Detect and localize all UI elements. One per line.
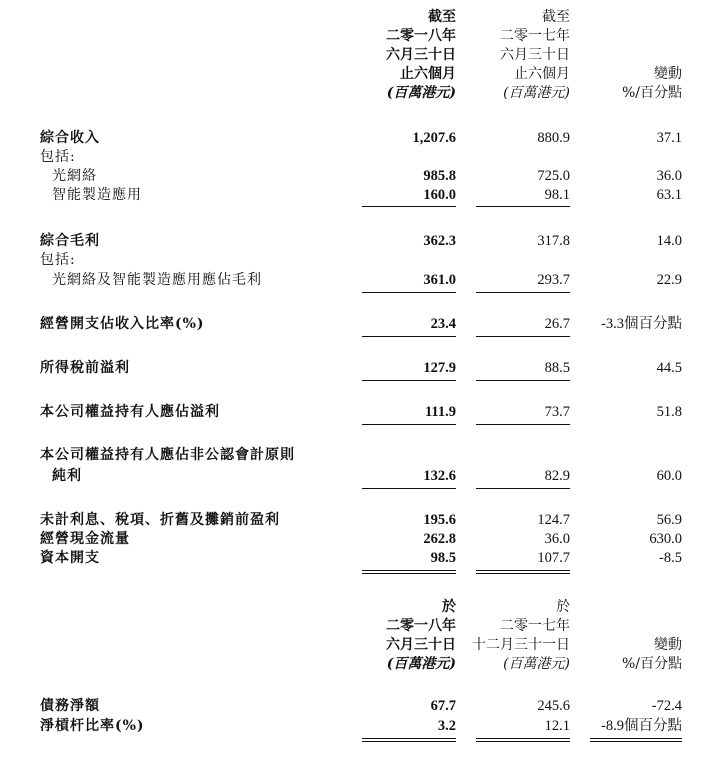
value-change: -72.4 — [651, 698, 682, 714]
row-label: 經營現金流量 — [40, 531, 130, 547]
value-2018: 1,207.6 — [412, 130, 456, 146]
row-label: 本公司權益持有人應佔溢利 — [40, 404, 220, 420]
row-label: 綜合毛利 — [40, 233, 100, 249]
header1-col2-line: 六月三十日 — [500, 47, 570, 63]
value-2017: 245.6 — [537, 698, 570, 714]
underline — [362, 424, 456, 425]
table-row — [0, 359, 718, 378]
underline — [476, 424, 570, 425]
value-change: -8.9個百分點 — [601, 718, 682, 734]
value-change: 63.1 — [656, 187, 682, 203]
underline — [476, 206, 570, 207]
table-row — [0, 251, 718, 270]
row-label: 未計利息、稅項、折舊及攤銷前盈利 — [40, 512, 280, 528]
value-2017: 293.7 — [537, 272, 570, 288]
row-label: 包括: — [40, 252, 76, 268]
row-label: 淨槓杆比率(%) — [40, 718, 145, 734]
value-2017: 88.5 — [544, 360, 570, 376]
value-2018: 160.0 — [423, 187, 456, 203]
row-label: 純利 — [52, 468, 82, 484]
double-underline — [590, 738, 682, 742]
value-2018: 127.9 — [423, 360, 456, 376]
value-2018: 98.5 — [430, 550, 456, 566]
row-label: 光網絡及智能製造應用應佔毛利 — [52, 272, 262, 288]
table-row — [0, 315, 718, 334]
row-label: 綜合收入 — [40, 130, 100, 146]
table-row — [0, 167, 718, 186]
double-underline — [476, 570, 570, 574]
table-row — [0, 511, 718, 530]
value-2018: 132.6 — [423, 468, 456, 484]
row-label: 資本開支 — [40, 550, 100, 566]
value-2018: 985.8 — [423, 168, 456, 184]
double-underline — [476, 738, 570, 742]
value-change: 22.9 — [656, 272, 682, 288]
table-row — [0, 403, 718, 422]
value-2017: 98.1 — [544, 187, 570, 203]
row-label: 本公司權益持有人應佔非公認會計原則 — [40, 447, 295, 463]
header1-col2-line: (百萬港元) — [503, 85, 570, 101]
value-2018: 262.8 — [423, 531, 456, 547]
value-2017: 107.7 — [537, 550, 570, 566]
value-2018: 361.0 — [423, 272, 456, 288]
value-2017: 12.1 — [544, 718, 570, 734]
header2-col1-line: 二零一八年 — [386, 618, 456, 634]
table-row — [0, 271, 718, 290]
table-row — [0, 232, 718, 251]
value-2017: 124.7 — [537, 512, 570, 528]
value-2018: 111.9 — [424, 404, 456, 420]
header2-col1-line: 於 — [442, 599, 456, 615]
double-underline — [362, 570, 456, 574]
header2-col1-line: 六月三十日 — [386, 637, 456, 653]
double-underline — [362, 738, 456, 742]
underline — [362, 488, 456, 489]
header1-col2-line: 二零一七年 — [500, 28, 570, 44]
header2-col3-line: 變動 — [654, 637, 682, 653]
value-2018: 23.4 — [430, 316, 456, 332]
table-row — [0, 446, 718, 465]
row-label: 光網絡 — [52, 168, 97, 184]
value-change: 51.8 — [656, 404, 682, 420]
value-change: 36.0 — [656, 168, 682, 184]
value-change: 630.0 — [649, 531, 682, 547]
table-row — [0, 148, 718, 167]
row-label: 包括: — [40, 149, 76, 165]
header2-col2-line: (百萬港元) — [503, 656, 570, 672]
header1-col1-line: 截至 — [428, 9, 456, 25]
underline — [362, 292, 456, 293]
table-row — [0, 186, 718, 205]
header2-col3 — [532, 636, 682, 674]
header1-col2-line: 截至 — [542, 9, 570, 25]
value-change: 44.5 — [656, 360, 682, 376]
value-2017: 82.9 — [544, 468, 570, 484]
underline — [476, 336, 570, 337]
row-label: 智能製造應用 — [52, 187, 142, 203]
header2-col2-line: 二零一七年 — [500, 618, 570, 634]
value-2018: 362.3 — [423, 233, 456, 249]
value-2017: 73.7 — [544, 404, 570, 420]
value-2017: 26.7 — [544, 316, 570, 332]
value-2017: 36.0 — [544, 531, 570, 547]
header1-col1-line: (百萬港元) — [386, 85, 456, 101]
underline — [362, 380, 456, 381]
value-change: 60.0 — [656, 468, 682, 484]
header1-col2-line: 止六個月 — [514, 66, 570, 82]
value-change: 37.1 — [656, 130, 682, 146]
header2-col2-line: 於 — [556, 599, 570, 615]
header1-col3-line: 變動 — [654, 66, 682, 82]
value-2017: 317.8 — [537, 233, 570, 249]
value-2017: 880.9 — [537, 130, 570, 146]
underline — [476, 488, 570, 489]
table-row — [0, 530, 718, 549]
header1-col1-line: 二零一八年 — [386, 28, 456, 44]
header1-col1-line: 止六個月 — [400, 66, 456, 82]
header1-col3 — [532, 65, 682, 103]
value-change: 56.9 — [656, 512, 682, 528]
value-2018: 67.7 — [430, 698, 456, 714]
table-row — [0, 129, 718, 148]
header2-col2-line: 十二月三十一日 — [472, 637, 570, 653]
table-row — [0, 717, 718, 736]
value-change: -3.3個百分點 — [601, 316, 682, 332]
value-change: -8.5 — [659, 550, 682, 566]
value-change: 14.0 — [656, 233, 682, 249]
row-label: 債務淨額 — [40, 698, 100, 714]
value-2018: 3.2 — [437, 718, 456, 734]
value-2018: 195.6 — [423, 512, 456, 528]
header2-col1-line: (百萬港元) — [386, 656, 456, 672]
row-label: 所得稅前溢利 — [40, 360, 130, 376]
table-row — [0, 697, 718, 716]
table-row — [0, 549, 718, 568]
underline — [362, 336, 456, 337]
underline — [476, 292, 570, 293]
header1-col1-line: 六月三十日 — [386, 47, 456, 63]
underline — [362, 206, 456, 207]
table-row — [0, 467, 718, 486]
row-label: 經營開支佔收入比率(%) — [40, 316, 205, 332]
header2-col3-line: %/百分點 — [621, 656, 682, 672]
value-2017: 725.0 — [537, 168, 570, 184]
header1-col3-line: %/百分點 — [621, 85, 682, 101]
underline — [476, 380, 570, 381]
